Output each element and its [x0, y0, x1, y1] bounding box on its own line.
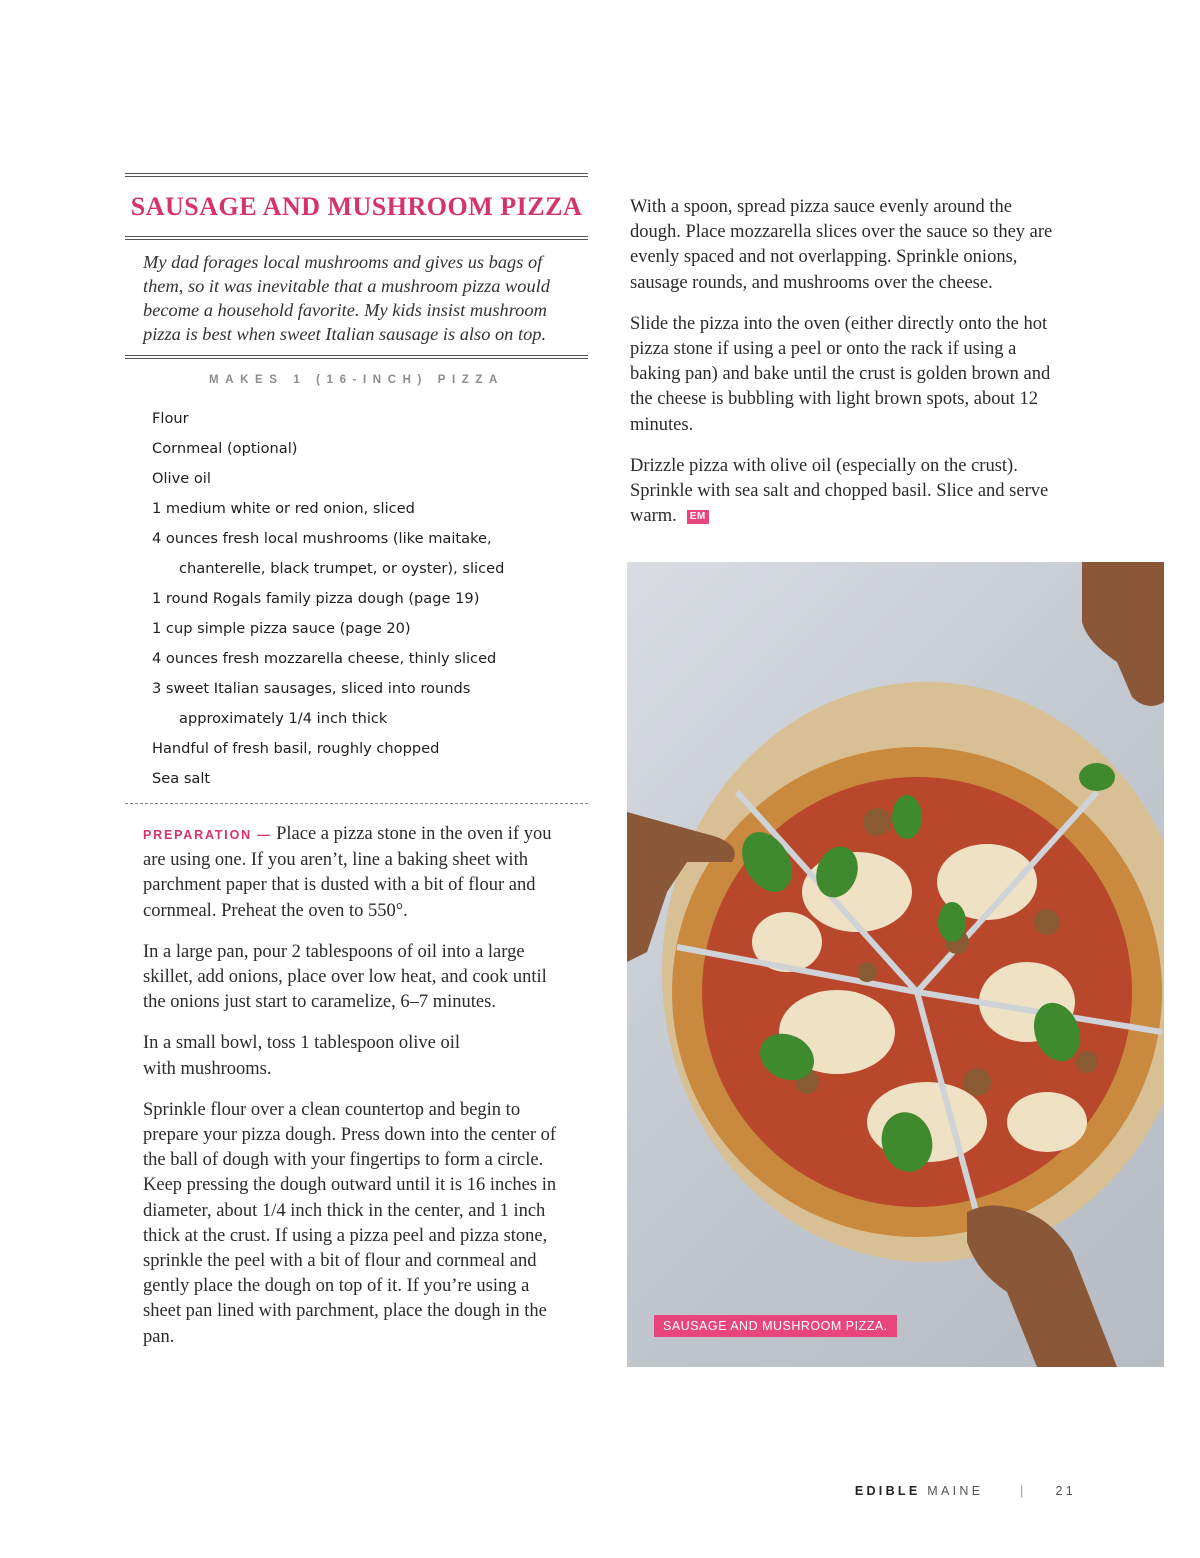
recipe-intro: My dad forages local mushrooms and gives us bags of them, so it was inevitable that a mushroom pizza would become a household favorite. My kids insist mushroom pizza is best when sweet Italian sausage is also on top.: [143, 252, 550, 344]
page-footer: [855, 1484, 1076, 1498]
footer-brand-bold: EDIBLE: [854, 1484, 921, 1498]
ingredient-item: 1 round Rogals family pizza dough (page 19): [152, 590, 480, 607]
instruction-step-text: Place a pizza stone in the oven if you are using one. If you aren’t, line a baking sheet with parchment paper that is dusted with a bit of flour and cornmeal. Preheat the oven to 550°.: [143, 824, 552, 921]
instructions-left-column: [143, 822, 561, 1366]
instruction-step: Sprinkle flour over a clean countertop and begin to prepare your pizza dough. Press down into the center of the ball of dough with your fingertips to form a circle. Keep pressing the dough outward until it is 16 inches in diameter, about 1/4 inch thick in the center, and 1 inch thick at the crust. If using a pizza peel and pizza stone, sprinkle the peel with a bit of flour and cornmeal and gently place the dough on top of it. If you’re using a sheet pan lined with parchment, place the dough in the pan.: [143, 1099, 557, 1347]
end-mark-logo: EM: [687, 510, 709, 524]
title-bottom-rule: [125, 236, 588, 240]
photo-caption: SAUSAGE AND MUSHROOM PIZZA.: [654, 1315, 897, 1337]
preparation-label: PREPARATION —: [143, 828, 272, 842]
instruction-step-text: Drizzle pizza with olive oil (especially on the crust). Sprinkle with sea salt and chopped basil. Slice and serve warm.: [630, 455, 1049, 527]
instruction-step: [630, 454, 1062, 530]
ingredient-item: 1 cup simple pizza sauce (page 20): [152, 620, 411, 637]
section-divider: [125, 803, 588, 804]
ingredient-item: 1 medium white or red onion, sliced: [152, 500, 415, 517]
ingredient-item: Flour: [152, 410, 189, 427]
ingredient-item: Handful of fresh basil, roughly chopped: [152, 740, 440, 757]
ingredient-item-continued: approximately 1/4 inch thick: [179, 710, 388, 727]
ingredient-item: Cornmeal (optional): [152, 440, 298, 457]
instruction-step: Slide the pizza into the oven (either directly onto the hot pizza stone if using a peel or onto the rack if using a baking pan) and bake until the crust is golden brown and the cheese is bubbling with light brown spots, about 12 minutes.: [630, 313, 1051, 435]
footer-separator: |: [1020, 1484, 1027, 1498]
instructions-right-column: [630, 195, 1062, 545]
ingredient-item: Olive oil: [152, 470, 211, 487]
pizza-photo: [627, 562, 1164, 1367]
title-top-rule: [125, 173, 588, 177]
ingredient-item: Sea salt: [152, 770, 211, 787]
instruction-step: In a large pan, pour 2 tablespoons of oil into a large skillet, add onions, place over low heat, and cook until the onions just start to caramelize, 6–7 minutes.: [143, 941, 547, 1013]
recipe-title: SAUSAGE AND MUSHROOM PIZZA: [130, 192, 583, 221]
ingredient-item-continued: chanterelle, black trumpet, or oyster), sliced: [179, 560, 505, 577]
page-number: 21: [1055, 1484, 1076, 1498]
footer-brand-light: MAINE: [927, 1484, 984, 1498]
intro-bottom-rule: [125, 355, 588, 359]
ingredient-item: 4 ounces fresh mozzarella cheese, thinly sliced: [152, 650, 497, 667]
ingredient-item: 4 ounces fresh local mushrooms (like maitake,: [152, 530, 492, 547]
ingredient-list: [152, 406, 582, 796]
instruction-step: [143, 822, 561, 924]
instruction-step: With a spoon, spread pizza sauce evenly around the dough. Place mozzarella slices over the sauce so they are evenly spaced and not overlapping. Sprinkle onions, sausage rounds, and mushrooms over the cheese.: [630, 197, 1053, 293]
pizza-illustration: [627, 562, 1164, 1367]
ingredient-item: 3 sweet Italian sausages, sliced into rounds: [152, 680, 471, 697]
instruction-step: In a small bowl, toss 1 tablespoon olive oil with mushrooms.: [143, 1033, 461, 1079]
recipe-yield: MAKES 1 (16-INCH) PIZZA: [209, 374, 504, 386]
